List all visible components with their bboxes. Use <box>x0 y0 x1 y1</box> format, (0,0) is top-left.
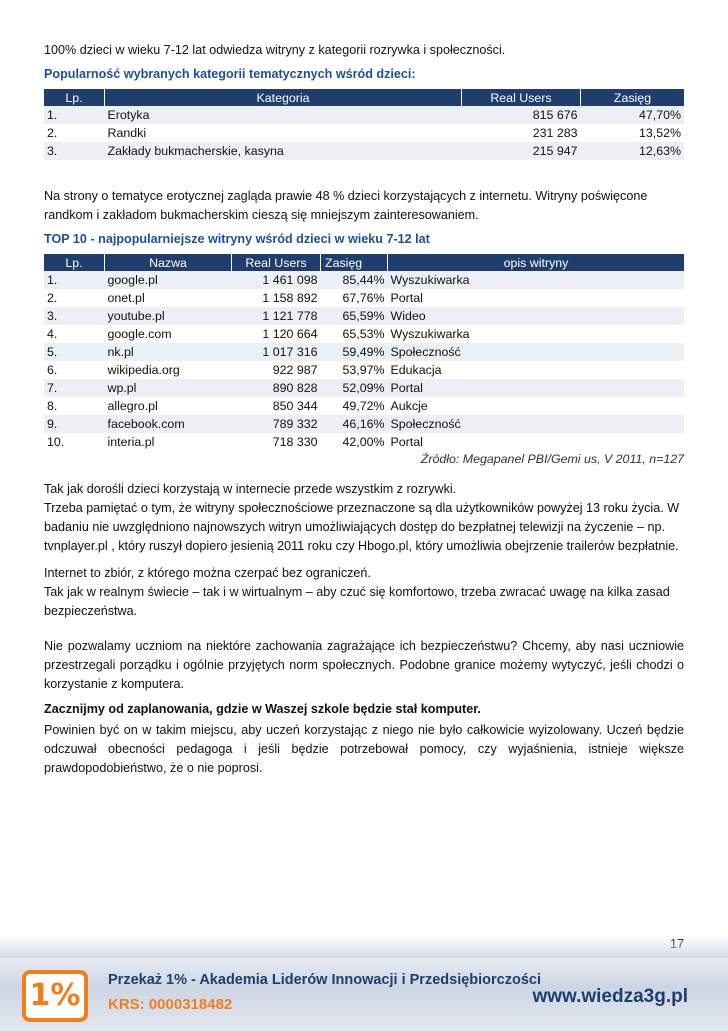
footer-url[interactable]: www.wiedza3g.pl <box>532 986 688 1007</box>
cell-lp: 8. <box>44 397 105 415</box>
table-row <box>44 379 684 397</box>
cell-real-users: 922 987 <box>232 361 321 379</box>
cell-opis: Społeczność <box>388 415 685 433</box>
cell-lp: 2. <box>44 124 105 142</box>
para-start: Zacznijmy od zaplanowania, gdzie w Waszej szkole będzie stał komputer. <box>44 702 481 716</box>
cell-real-users: 1 120 664 <box>232 325 321 343</box>
cell-zasieg: 49,72% <box>321 397 388 415</box>
intro-line: 100% dzieci w wieku 7-12 lat odwiedza witryny z kategorii rozrywka i społeczności. <box>44 43 506 57</box>
cell-lp: 2. <box>44 289 105 307</box>
para-location: Powinien być on w takim miejscu, aby uczeń korzystając z niego nie było całkowicie wyizolowany. Uczeń będzie odczuwał obecności pedagoga i jeśli będzie potrzebował pomocy, czy wyjaśnienia, istnieje większe prawdopodobieństwo, że o nie poprosi. <box>44 723 684 775</box>
cell-opis: Portal <box>388 289 685 307</box>
cell-nazwa: wikipedia.org <box>105 361 232 379</box>
table-row <box>44 343 684 361</box>
cell-real-users: 1 121 778 <box>232 307 321 325</box>
cell-real-users: 890 828 <box>232 379 321 397</box>
source-note: Źródło: Megapanel PBI/Gemi us, V 2011, n=127 <box>420 452 684 466</box>
para-rules: Nie pozwalamy uczniom na niektóre zachowania zagrażające ich bezpieczeństwu? Chcemy, aby nasi uczniowie przestrzegali porządku i ogólnie przyjętych norm społecznych. Podobne granice możemy wytyczyć, jeśli chodzi o korzystanie z komputera. <box>44 639 684 691</box>
cell-real-users: 850 344 <box>232 397 321 415</box>
cell-zasieg: 67,76% <box>321 289 388 307</box>
table-row <box>44 124 684 142</box>
cell-zasieg: 85,44% <box>321 271 388 289</box>
footer-banner <box>0 958 728 1031</box>
table-row <box>44 307 684 325</box>
table-row <box>44 106 684 124</box>
table-row <box>44 271 684 289</box>
cell-opis: Edukacja <box>388 361 685 379</box>
table2-heading: TOP 10 - najpopularniejsze witryny wśród dzieci w wieku 7-12 lat <box>44 232 430 246</box>
table-row <box>44 325 684 343</box>
cell-lp: 5. <box>44 343 105 361</box>
cell-nazwa: google.com <box>105 325 232 343</box>
cell-lp: 1. <box>44 271 105 289</box>
cell-lp: 9. <box>44 415 105 433</box>
cell-nazwa: wp.pl <box>105 379 232 397</box>
header-lp: Lp. <box>44 89 105 106</box>
cell-lp: 4. <box>44 325 105 343</box>
table-row <box>44 361 684 379</box>
cell-zasieg: 12,63% <box>581 142 685 160</box>
cell-real-users: 231 283 <box>462 124 581 142</box>
one-percent-logo: 1% <box>22 970 88 1022</box>
header-lp: Lp. <box>44 254 105 271</box>
cell-lp: 6. <box>44 361 105 379</box>
top10-table <box>44 254 684 451</box>
para-social: Trzeba pamiętać o tym, że witryny społecznościowe przeznaczone są dla użytkowników powyżej 13 roku życia. W badaniu nie uwzględniono najnowszych witryn umożliwiających dostęp do bezpłatnej telewizji na życzenie – np. tvnplayer.pl , który ruszył dopiero jesienią 2011 roku czy Hbogo.pl, który umożliwia obejrzenie trailerów bezpłatnie. <box>44 501 680 553</box>
cell-lp: 1. <box>44 106 105 124</box>
cell-real-users: 789 332 <box>232 415 321 433</box>
category-table <box>44 89 684 160</box>
table-row <box>44 397 684 415</box>
table-row <box>44 415 684 433</box>
para-internet-1: Internet to zbiór, z którego można czerpać bez ograniczeń. <box>44 566 371 580</box>
table-row <box>44 289 684 307</box>
cell-zasieg: 13,52% <box>581 124 685 142</box>
cell-real-users: 1 461 098 <box>232 271 321 289</box>
cell-lp: 10. <box>44 433 105 451</box>
header-zasieg: Zasięg <box>581 89 685 106</box>
cell-nazwa: interia.pl <box>105 433 232 451</box>
cell-zasieg: 46,16% <box>321 415 388 433</box>
cell-nazwa: youtube.pl <box>105 307 232 325</box>
footer-slogan: Przekaż 1% - Akademia Liderów Innowacji i Przedsiębiorczości <box>108 972 541 988</box>
cell-opis: Aukcje <box>388 397 685 415</box>
cell-lp: 3. <box>44 307 105 325</box>
cell-opis: Portal <box>388 379 685 397</box>
cell-zasieg: 47,70% <box>581 106 685 124</box>
cell-real-users: 215 947 <box>462 142 581 160</box>
cell-zasieg: 53,97% <box>321 361 388 379</box>
header-real-users: Real Users <box>232 254 321 271</box>
cell-opis: Portal <box>388 433 685 451</box>
table1-heading: Popularność wybranych kategorii tematycznych wśród dzieci: <box>44 67 416 81</box>
para-erotic: Na strony o tematyce erotycznej zagląda prawie 48 % dzieci korzystających z internetu. Witryny poświęcone randkom i zakładom bukmacherskim cieszą się mniejszym zainteresowaniem. <box>44 189 648 222</box>
cell-kategoria: Randki <box>105 124 462 142</box>
cell-nazwa: nk.pl <box>105 343 232 361</box>
cell-zasieg: 59,49% <box>321 343 388 361</box>
cell-zasieg: 65,53% <box>321 325 388 343</box>
header-nazwa: Nazwa <box>105 254 232 271</box>
header-opis: opis witryny <box>388 254 685 271</box>
cell-zasieg: 52,09% <box>321 379 388 397</box>
cell-lp: 3. <box>44 142 105 160</box>
header-kategoria: Kategoria <box>105 89 462 106</box>
cell-lp: 7. <box>44 379 105 397</box>
cell-kategoria: Zakłady bukmacherskie, kasyna <box>105 142 462 160</box>
header-real-users: Real Users <box>462 89 581 106</box>
cell-nazwa: facebook.com <box>105 415 232 433</box>
cell-opis: Społeczność <box>388 343 685 361</box>
document-page <box>44 0 684 778</box>
cell-real-users: 1 017 316 <box>232 343 321 361</box>
cell-nazwa: onet.pl <box>105 289 232 307</box>
cell-opis: Wyszukiwarka <box>388 271 685 289</box>
cell-zasieg: 65,59% <box>321 307 388 325</box>
cell-real-users: 718 330 <box>232 433 321 451</box>
cell-nazwa: allegro.pl <box>105 397 232 415</box>
cell-opis: Wideo <box>388 307 685 325</box>
footer-krs: KRS: 0000318482 <box>108 996 233 1013</box>
table-row <box>44 142 684 160</box>
para-fun: Tak jak dorośli dzieci korzystają w internecie przede wszystkim z rozrywki. <box>44 482 457 496</box>
cell-kategoria: Erotyka <box>105 106 462 124</box>
cell-nazwa: google.pl <box>105 271 232 289</box>
para-internet-2: Tak jak w realnym świecie – tak i w wirtualnym – aby czuć się komfortowo, trzeba zwracać uwagę na kilka zasad bezpieczeństwa. <box>44 585 670 618</box>
cell-real-users: 1 158 892 <box>232 289 321 307</box>
cell-opis: Wyszukiwarka <box>388 325 685 343</box>
header-zasieg: Zasięg <box>321 254 388 271</box>
table-row <box>44 433 684 451</box>
cell-real-users: 815 676 <box>462 106 581 124</box>
cell-zasieg: 42,00% <box>321 433 388 451</box>
